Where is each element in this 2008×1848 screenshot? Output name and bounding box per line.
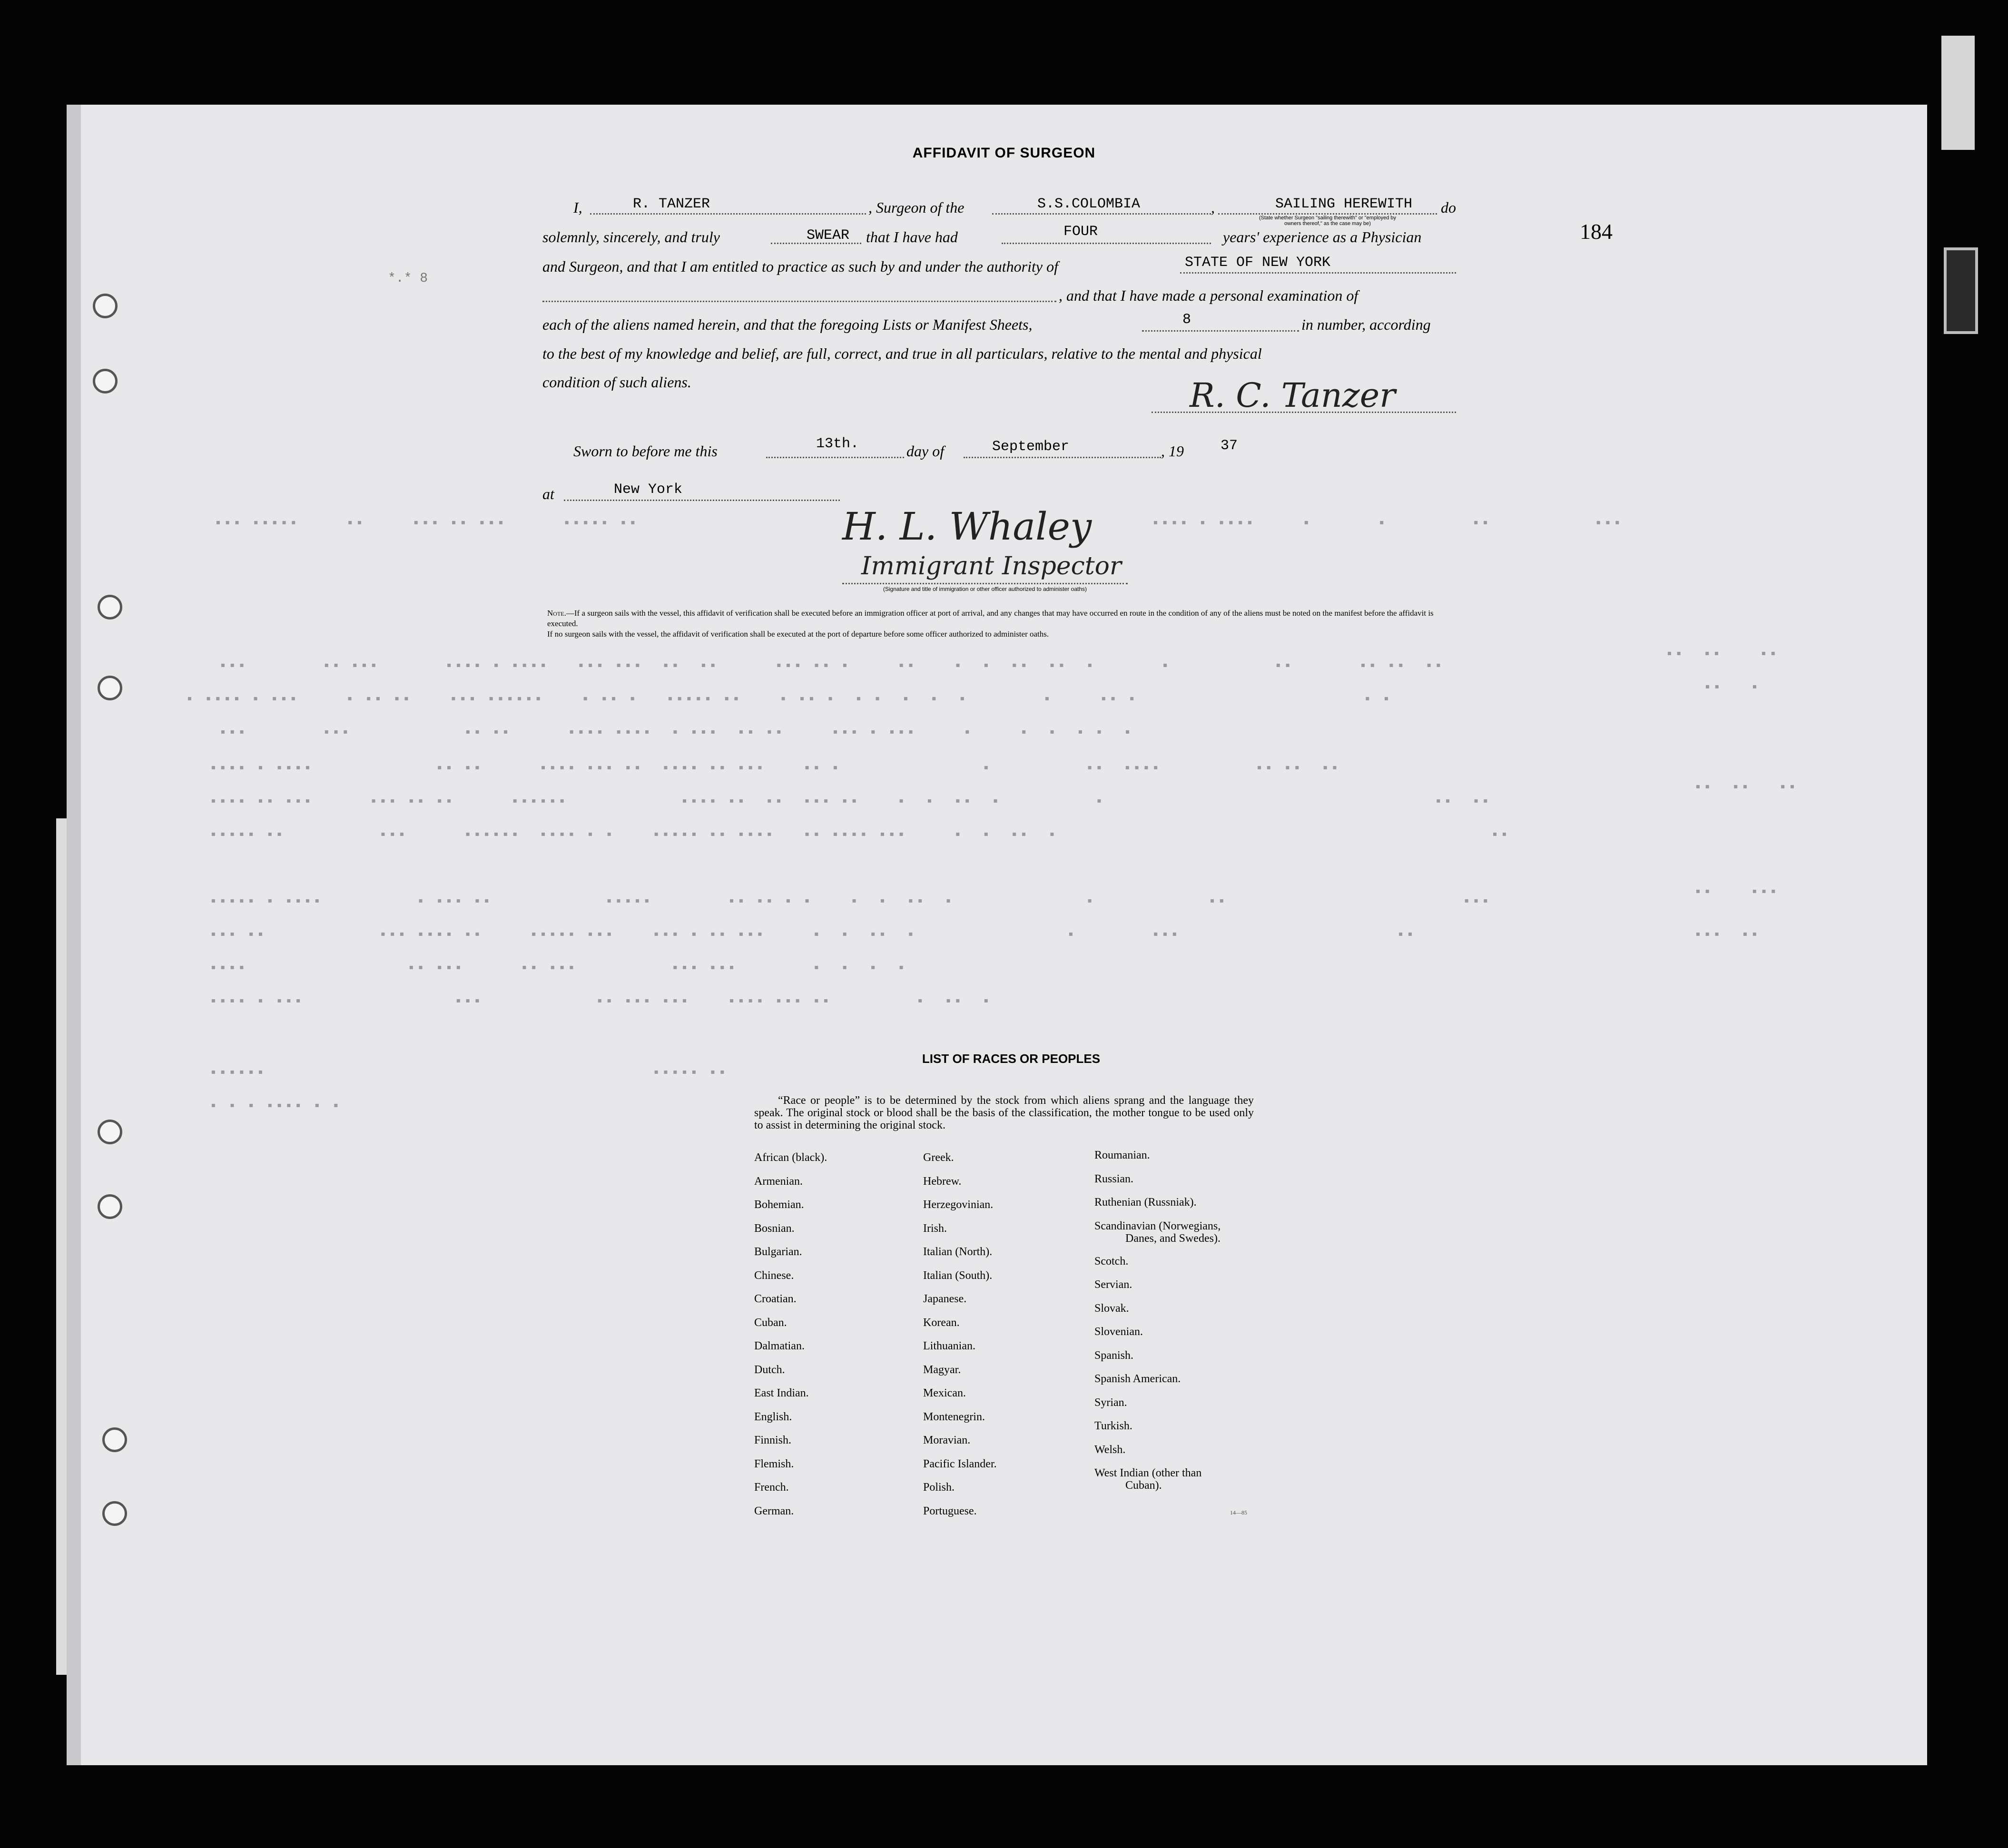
race-item: Bohemian. [754,1199,804,1211]
blank-line [964,457,1161,458]
manifest-sheet-count: 8 [1182,312,1191,328]
bleed-through: ▪▪▪▪ ▪ ▪▪▪ ▪▪▪ ▪▪ ▪▪▪ ▪▪▪ ▪▪▪▪ ▪▪▪ ▪▪ ▪ ▪▪ ▪ [209,994,992,1009]
races-intro: “Race or people” is to be determined by the stock from which aliens sprang and the language they speak. The original stock or blood shall be the basis of the classification, the mother tongue to be used only to assist in determining the original stock. [754,1094,1254,1131]
text-years-experience: years' experience as a Physician [1223,228,1422,246]
blank-line [590,213,866,215]
binder-hole [102,1501,127,1526]
race-item: Italian (South). [923,1269,993,1282]
bleed-through: ▪▪▪▪▪ ▪▪ ▪▪▪ ▪▪▪▪▪▪ ▪▪▪▪ ▪ ▪ ▪▪▪▪▪ ▪▪ ▪▪▪▪ ▪▪ ▪▪▪▪ ▪▪▪ ▪ ▪ ▪▪ ▪ ▪▪ [209,828,1510,843]
vessel-name: S.S.COLOMBIA [1037,196,1141,212]
bleed-through: ▪▪▪ ▪▪ [1694,928,1760,943]
race-item: Bosnian. [754,1222,795,1235]
blank-line [564,500,840,501]
race-item: Scotch. [1094,1255,1129,1268]
race-item-line: Danes, and Swedes). [1125,1232,1221,1245]
sworn-month: September [992,439,1070,455]
race-item: Moravian. [923,1434,971,1446]
blank-line [766,457,904,458]
race-item: Finnish. [754,1434,792,1446]
race-item-line: West Indian (other than [1094,1467,1202,1479]
bleed-through: ▪▪ ▪▪ ▪▪ [1694,780,1798,795]
race-item-line: Cuban). [1125,1479,1162,1492]
text-year-prefix: , 19 [1161,442,1184,460]
folder-tab [1941,36,1975,150]
surgeon-status: SAILING HEREWITH [1275,196,1413,212]
bleed-through: ▪▪▪ ▪▪▪▪▪ ▪▪ ▪▪▪ ▪▪ ▪▪▪ ▪▪▪▪▪ ▪▪ [214,516,639,531]
race-item: Montenegrin. [923,1410,985,1423]
note-text-2: If no surgeon sails with the vessel, the affidavit of verification shall be executed at the port of departure before some officer authorized to administer oaths. [547,629,1049,639]
blank-line [1180,272,1456,274]
blank-line [992,213,1211,215]
text-each-of-aliens: each of the aliens named herein, and that the foregoing Lists or Manifest Sheets, [542,316,1033,333]
bleed-through: ▪▪▪ ▪▪ ▪▪▪ ▪▪▪▪ ▪ ▪▪▪▪ ▪▪▪ ▪▪▪ ▪▪ ▪▪ ▪▪▪ ▪▪ ▪ ▪▪ ▪ ▪ ▪▪ ▪▪ ▪ ▪ ▪▪ ▪▪ ▪▪ ▪▪ [219,659,1444,674]
note-text-1: —If a surgeon sails with the vessel, this affidavit of verification shall be executed before an immigration officer at port of arrival, and any changes that may have occurred en route in the condition of any of the aliens must be noted on the manifest before the affidavit is executed. [547,609,1434,628]
binder-hole [98,1120,122,1144]
text-solemnly: solemnly, sincerely, and truly [542,228,720,246]
binder-hole [98,676,122,700]
bleed-through: ▪▪ ▪▪▪ [1694,885,1779,900]
status-note-2: owners thereof," as the case may be) [1284,221,1371,226]
surgeon-name: R. TANZER [633,196,710,212]
sworn-day: 13th. [816,436,859,452]
blank-line [1002,243,1211,244]
race-item: Magyar. [923,1363,961,1376]
race-item: German. [754,1504,794,1517]
race-item: Slovenian. [1094,1326,1143,1338]
race-item: Russian. [1094,1172,1134,1185]
bleed-through: ▪▪ ▪ [1703,680,1760,695]
binder-hole [93,369,118,393]
text-day-of: day of [906,442,945,460]
text-condition: condition of such aliens. [542,374,691,391]
race-item: Dutch. [754,1363,785,1376]
bleed-through: ▪▪▪▪▪▪ ▪▪▪▪▪ ▪▪ [209,1066,728,1081]
folder-tab-marker [1944,247,1978,334]
race-item: Armenian. [754,1175,803,1188]
race-item: Roumanian. [1094,1149,1150,1161]
race-item: Pacific Islander. [923,1457,997,1470]
text-and-surgeon: and Surgeon, and that I am entitled to practice as such by and under the authority of [542,258,1058,275]
officer-signature: H. L. Whaley [842,504,1092,549]
race-item: Bulgarian. [754,1246,802,1258]
races-title: LIST OF RACES OR PEOPLES [922,1052,1101,1066]
footnote [547,608,1461,639]
status-note-1: (State whether Surgeon "sailing therewith" or "employed by [1259,215,1397,221]
blank-line [1218,213,1437,215]
binder-hole [98,595,122,619]
bleed-through: ▪ ▪ ▪ ▪▪▪▪ ▪ ▪ [209,1099,342,1114]
text-i: I, [573,199,582,216]
binder-hole [93,294,118,318]
text-that-i-have-had: that I have had [866,228,958,246]
note-label: Note. [547,609,566,618]
race-item: East Indian. [754,1387,809,1399]
race-item [1094,1220,1221,1255]
text-at: at [542,485,554,502]
race-item: English. [754,1410,792,1423]
race-item: Lithuanian. [923,1340,975,1352]
form-code: 14—85 [1230,1509,1247,1516]
race-item: Polish. [923,1481,955,1494]
bleed-through: ▪▪▪▪▪ ▪ ▪▪▪▪ ▪ ▪▪▪ ▪▪ ▪▪▪▪▪ ▪▪ ▪▪ ▪ ▪ ▪ ▪ ▪▪ ▪ ▪ ▪▪ ▪▪▪ [209,895,1491,909]
text-sworn-to: Sworn to before me this [573,442,718,460]
race-item: Croatian. [754,1293,797,1305]
page-number: 184 [1580,219,1613,244]
race-item: Servian. [1094,1278,1132,1291]
officer-caption: (Signature and title of immigration or other officer authorized to administer oaths) [883,586,1087,592]
race-item: Syrian. [1094,1396,1127,1409]
page-title: AFFIDAVIT OF SURGEON [912,145,1096,161]
text-surgeon-of: , Surgeon of the [868,199,965,216]
bleed-through: ▪▪▪▪ ▪▪ ▪▪▪ ▪▪ ▪▪▪ ▪▪▪ ▪▪▪ ▪ ▪ ▪ ▪ [209,961,907,976]
race-item-line: Scandinavian (Norwegians, [1094,1219,1221,1232]
race-item: Dalmatian. [754,1340,805,1352]
race-item: Irish. [923,1222,947,1235]
sworn-place: New York [614,482,683,498]
races-column-1 [754,1151,827,1528]
officer-signature-line [842,583,1128,584]
race-item: French. [754,1481,789,1494]
surgeon-signature: R. C. Tanzer [1190,376,1396,415]
text-in-number: in number, according [1301,316,1431,333]
race-item [1094,1467,1221,1502]
race-item: Greek. [923,1151,954,1164]
years-experience: FOUR [1063,224,1098,240]
sworn-year: 37 [1221,438,1238,454]
licensing-authority: STATE OF NEW YORK [1185,255,1331,271]
bleed-through: ▪▪▪▪ ▪ ▪▪▪▪ ▪ ▪ ▪▪ ▪▪▪ [1152,516,1623,531]
text-comma: , [1211,199,1215,216]
bleed-through: ▪ ▪▪▪▪ ▪ ▪▪▪ ▪ ▪▪ ▪▪ ▪▪▪ ▪▪▪▪▪▪ ▪ ▪▪ ▪ ▪▪▪▪▪ ▪▪ ▪ ▪▪ ▪ ▪ ▪ ▪ ▪ ▪ ▪ ▪▪ ▪ ▪ ▪ [186,692,1392,707]
faint-stamp: *.* 8 [388,271,428,286]
races-column-3 [1094,1149,1221,1502]
officer-title: Immigrant Inspector [861,552,1122,580]
bleed-through: ▪▪ ▪▪ ▪▪ [1665,647,1779,662]
race-item: Cuban. [754,1316,787,1329]
race-item: Slovak. [1094,1302,1129,1315]
bleed-through: ▪▪▪ ▪▪▪ ▪▪ ▪▪ ▪▪▪▪ ▪▪▪▪ ▪ ▪▪▪ ▪▪ ▪▪ ▪▪▪ ▪ ▪▪▪ ▪ ▪ ▪ ▪ ▪ ▪ [219,726,1133,740]
races-column-2 [923,1151,997,1528]
text-personal-examination: , and that I have made a personal examination of [1059,287,1358,304]
oath-type: SWEAR [807,227,850,244]
text-do: do [1441,199,1456,216]
race-item: Hebrew. [923,1175,962,1188]
binder-hole [102,1427,127,1452]
race-item: Flemish. [754,1457,794,1470]
bleed-through: ▪▪▪▪ ▪ ▪▪▪▪ ▪▪ ▪▪ ▪▪▪▪ ▪▪▪ ▪▪ ▪▪▪▪ ▪▪ ▪▪▪ ▪▪ ▪ ▪ ▪▪ ▪▪▪▪ ▪▪ ▪▪ ▪▪ [209,761,1340,776]
bleed-through: ▪▪▪ ▪▪ ▪▪▪ ▪▪▪▪ ▪▪ ▪▪▪▪▪ ▪▪▪ ▪▪▪ ▪ ▪▪ ▪▪▪ ▪ ▪ ▪▪ ▪ ▪ ▪▪▪ ▪▪ [209,928,1416,943]
race-item: Spanish. [1094,1349,1134,1362]
race-item: Mexican. [923,1387,966,1399]
race-item: Turkish. [1094,1420,1132,1432]
page-binding-edge [67,105,81,1765]
blank-line [1142,330,1299,332]
race-item: Chinese. [754,1269,794,1282]
binder-hole [98,1194,122,1219]
race-item: Portuguese. [923,1504,977,1517]
race-item: Japanese. [923,1293,967,1305]
race-item: Ruthenian (Russniak). [1094,1196,1197,1209]
race-item: African (black). [754,1151,827,1164]
blank-line [542,301,1056,302]
race-item: Spanish American. [1094,1373,1181,1385]
bleed-through: ▪▪▪▪ ▪▪ ▪▪▪ ▪▪▪ ▪▪ ▪▪ ▪▪▪▪▪▪ ▪▪▪▪ ▪▪ ▪▪ ▪▪▪ ▪▪ ▪ ▪ ▪▪ ▪ ▪ ▪▪ ▪▪ [209,795,1491,809]
text-best-of-knowledge: to the best of my knowledge and belief, are full, correct, and true in all particulars, relative to the mental and physical [542,345,1262,362]
race-item: Italian (North). [923,1246,993,1258]
race-item: Korean. [923,1316,960,1329]
race-item: Welsh. [1094,1443,1126,1456]
race-item: Herzegovinian. [923,1199,994,1211]
